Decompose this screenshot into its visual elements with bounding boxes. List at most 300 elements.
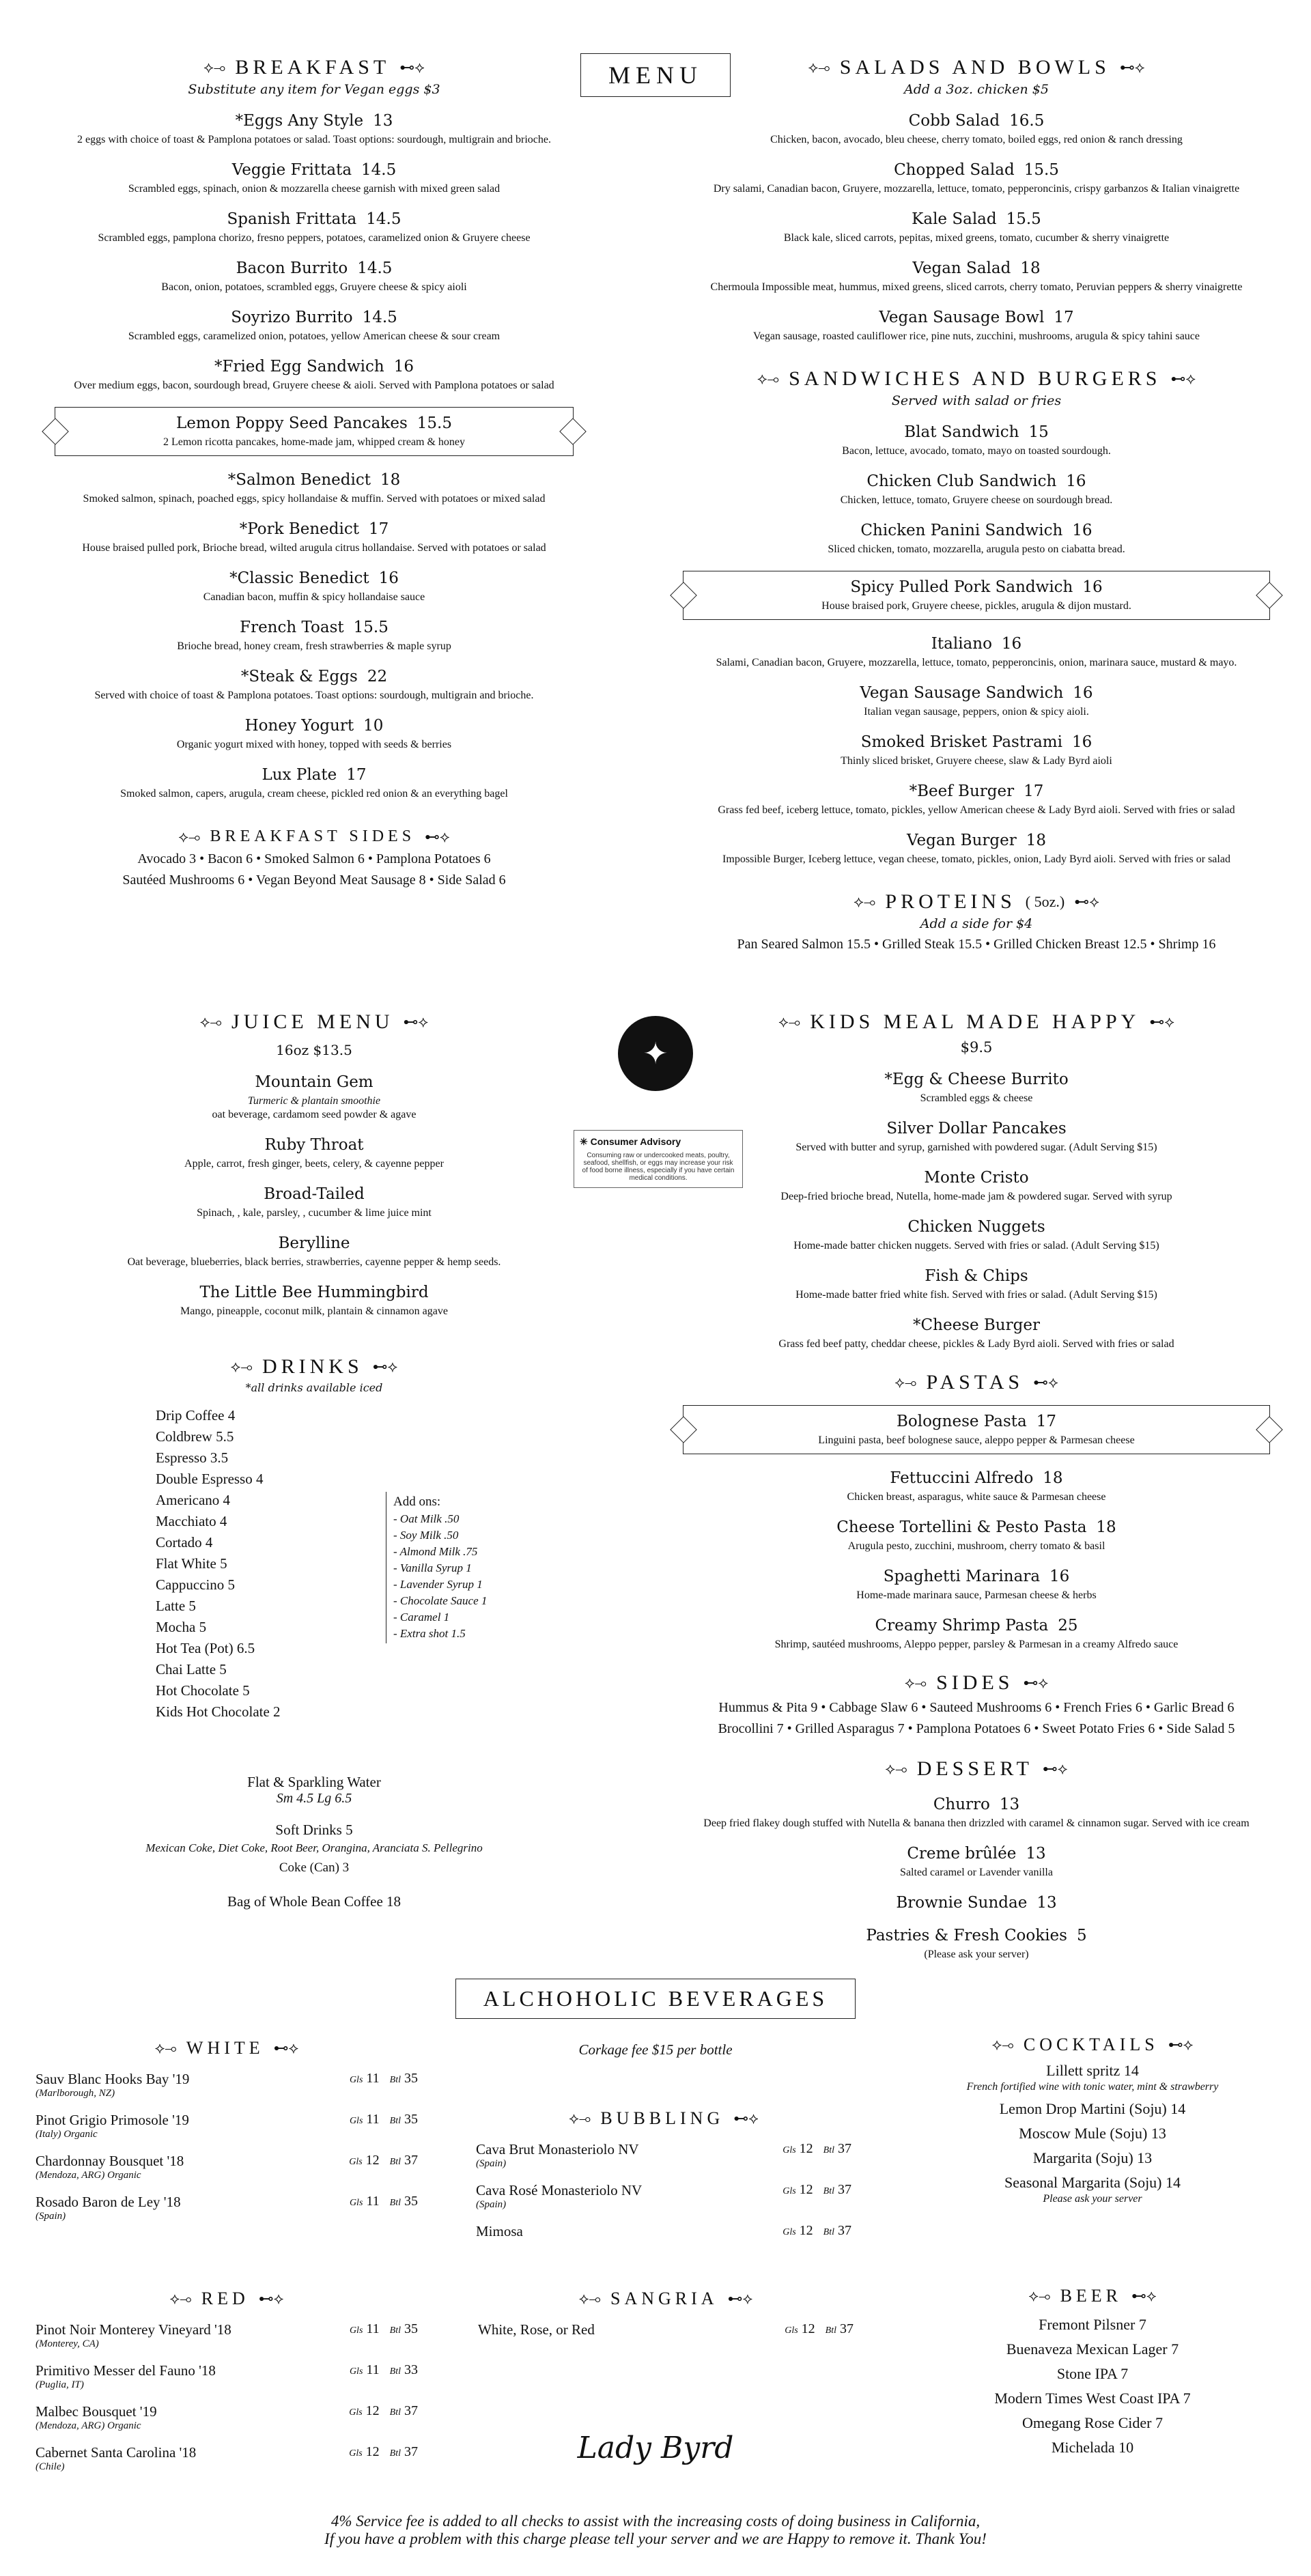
item-name: *Eggs Any Style bbox=[235, 112, 364, 130]
item-name: Spicy Pulled Pork Sandwich bbox=[850, 578, 1073, 596]
soft-name: Soft Drinks 5 bbox=[275, 1822, 353, 1838]
cocktail-item bbox=[908, 2149, 1277, 2167]
wine-price: Gls 12 Btl 37 bbox=[349, 2403, 418, 2418]
wine-price: Gls 12 Btl 37 bbox=[783, 2182, 851, 2197]
item-price: 18 bbox=[1096, 1518, 1116, 1536]
menu-item bbox=[41, 619, 587, 653]
proteins-note: ( 5oz.) bbox=[1025, 893, 1065, 910]
item-name: Fish & Chips bbox=[925, 1267, 1028, 1285]
wine-row bbox=[36, 2321, 418, 2350]
ornament-icon: ⊷⟡ bbox=[425, 827, 450, 845]
menu-item bbox=[669, 1518, 1284, 1553]
item-price: 16.5 bbox=[1009, 112, 1045, 130]
menu-item bbox=[669, 259, 1284, 294]
cocktail-name: Seasonal Margarita (Soju) 14 bbox=[1004, 2174, 1181, 2191]
ornament-icon: ⟡⊸ bbox=[578, 2290, 602, 2307]
advisory-title: ✳ Consumer Advisory bbox=[580, 1136, 681, 1147]
item-name: Spaghetti Marinara bbox=[883, 1568, 1041, 1585]
item-name: Bolognese Pasta bbox=[896, 1413, 1027, 1430]
cocktail-item bbox=[908, 2174, 1277, 2205]
addon-item: - Lavender Syrup 1 bbox=[393, 1578, 483, 1591]
logo-text: Lady Byrd bbox=[577, 2431, 734, 2465]
item-name: Blat Sandwich bbox=[904, 423, 1019, 441]
white-header bbox=[36, 2038, 418, 2058]
juice-item bbox=[55, 1185, 574, 1219]
item-desc: Home-made batter fried white fish. Served with fries or salad. (Adult Serving $15) bbox=[795, 1289, 1157, 1301]
item-price: 18 bbox=[1020, 259, 1041, 277]
ornament-icon: ⊷⟡ bbox=[372, 1358, 398, 1375]
item-name: Lemon Poppy Seed Pancakes bbox=[176, 414, 408, 432]
cocktail-item bbox=[908, 2062, 1277, 2093]
item-desc: Vegan sausage, roasted cauliflower rice, pine nuts, zucchini, mushrooms, arugula & spicy tahini sauce bbox=[752, 330, 1200, 342]
cocktails-title: COCKTAILS bbox=[1023, 2035, 1159, 2054]
drinks-title: DRINKS bbox=[262, 1355, 363, 1378]
red-title: RED bbox=[201, 2289, 249, 2308]
item-name: Creamy Shrimp Pasta bbox=[875, 1617, 1049, 1634]
wine-price: Gls 11 Btl 33 bbox=[349, 2362, 418, 2377]
addons-list bbox=[386, 1492, 530, 1643]
item-desc: 2 eggs with choice of toast & Pamplona potatoes or salad. Toast options: sourdough, multigrain and brioche. bbox=[76, 134, 552, 145]
item-price: 5 bbox=[1076, 1927, 1087, 1944]
item-name: French Toast bbox=[240, 619, 344, 636]
item-price: 16 bbox=[1001, 635, 1022, 653]
drinks-section bbox=[55, 1355, 574, 1394]
item-name: Kale Salad bbox=[912, 210, 997, 228]
pastas-title: PASTAS bbox=[926, 1371, 1024, 1393]
item-price: 25 bbox=[1058, 1617, 1078, 1634]
ornament-icon: ⟡⊸ bbox=[808, 59, 830, 76]
item-name: Fettuccini Alfredo bbox=[890, 1469, 1034, 1487]
drink-item: Kids Hot Chocolate 2 bbox=[156, 1703, 281, 1720]
beer-item: Buenaveza Mexican Lager 7 bbox=[1006, 2340, 1179, 2358]
ornament-icon: ⊷⟡ bbox=[1023, 1674, 1049, 1691]
white-section bbox=[36, 2038, 418, 2222]
juice-item bbox=[55, 1284, 574, 1318]
kids-section bbox=[669, 1010, 1284, 1961]
item-desc: Linguini pasta, beef bolognese sauce, aleppo pepper & Parmesan cheese bbox=[818, 1434, 1135, 1446]
item-name: Silver Dollar Pancakes bbox=[886, 1120, 1067, 1137]
item-desc: Canadian bacon, muffin & spicy hollandaise sauce bbox=[203, 591, 425, 603]
item-name: Mountain Gem bbox=[255, 1073, 373, 1091]
asterisk-icon: ✳ bbox=[580, 1136, 591, 1147]
breakfast-sides-title: BREAKFAST SIDES bbox=[210, 827, 416, 845]
item-name: Spanish Frittata bbox=[227, 210, 357, 228]
item-price: 17 bbox=[369, 520, 389, 538]
menu-item bbox=[669, 832, 1284, 866]
ornament-icon: ⟡⊸ bbox=[757, 370, 780, 387]
cocktail-name: Moscow Mule (Soju) 13 bbox=[1019, 2125, 1166, 2142]
ornament-icon: ⟡⊸ bbox=[178, 827, 201, 845]
item-price: 16 bbox=[1066, 472, 1086, 490]
item-desc: House braised pulled pork, Brioche bread, wilted arugula citrus hollandaise. Served with potatoes or salad bbox=[82, 542, 546, 554]
salads-subtitle: Add a 3oz. chicken $5 bbox=[904, 82, 1049, 97]
red-section bbox=[36, 2289, 418, 2473]
drinks-list bbox=[156, 1403, 361, 1725]
wine-row bbox=[36, 2444, 418, 2473]
item-desc: Over medium eggs, bacon, sourdough bread, Gruyere cheese & aioli. Served with Pamplona potatoes or salad bbox=[74, 380, 554, 391]
sangria-header bbox=[478, 2289, 854, 2309]
item-price: 17 bbox=[1024, 782, 1044, 800]
menu-item bbox=[669, 522, 1284, 556]
wine-row bbox=[476, 2182, 851, 2211]
item-desc: 2 Lemon ricotta pancakes, home-made jam, whipped cream & honey bbox=[163, 436, 466, 448]
ornament-icon: ⊷⟡ bbox=[1170, 370, 1196, 387]
item-desc: Arugula pesto, zucchini, mushroom, cherry tomato & basil bbox=[847, 1540, 1105, 1552]
item-desc: Chicken, lettuce, tomato, Gruyere cheese on sourdough bread. bbox=[840, 494, 1113, 506]
cocktail-name: Lillett spritz 14 bbox=[1046, 2062, 1139, 2079]
wine-origin: (Marlborough, NZ) bbox=[36, 2088, 115, 2099]
sangria-row bbox=[478, 2321, 854, 2338]
ornament-icon: ⟡⊸ bbox=[230, 1358, 253, 1375]
item-desc: Grass fed beef patty, cheddar cheese, pickles & Lady Byrd aioli. Served with fries or salad bbox=[778, 1338, 1174, 1350]
drink-item: Hot Chocolate 5 bbox=[156, 1682, 250, 1699]
item-price: 18 bbox=[1043, 1469, 1063, 1487]
juice-item bbox=[55, 1073, 574, 1121]
addon-item: - Caramel 1 bbox=[393, 1611, 450, 1624]
wine-row bbox=[476, 2223, 851, 2240]
wine-row bbox=[36, 2071, 418, 2099]
breakfast-section bbox=[41, 56, 587, 888]
item-name: Chicken Panini Sandwich bbox=[860, 522, 1063, 539]
item-price: 13 bbox=[373, 112, 393, 130]
alcohol-title: ALCHOHOLIC BEVERAGES bbox=[455, 1979, 856, 2019]
item-desc: Chicken, bacon, avocado, bleu cheese, cherry tomato, boiled eggs, red onion & ranch dressing bbox=[770, 134, 1183, 145]
item-desc: Salted caramel or Lavender vanilla bbox=[900, 1867, 1053, 1878]
drink-item: Macchiato 4 bbox=[156, 1513, 227, 1529]
sides-title: SIDES bbox=[936, 1671, 1014, 1694]
drinks-subtitle: *all drinks available iced bbox=[245, 1381, 383, 1394]
sangria-price: Gls 12 Btl 37 bbox=[785, 2321, 854, 2336]
item-price: 15 bbox=[1028, 423, 1049, 441]
drink-item: Drip Coffee 4 bbox=[156, 1407, 236, 1424]
item-desc: House braised pork, Gruyere cheese, pickles, arugula & dijon mustard. bbox=[821, 600, 1131, 612]
item-price: 18 bbox=[1026, 832, 1046, 849]
wine-price: Gls 12 Btl 37 bbox=[783, 2141, 851, 2156]
ornament-icon: ⊷⟡ bbox=[1033, 1374, 1058, 1391]
menu-item bbox=[41, 471, 587, 505]
wine-origin: (Spain) bbox=[476, 2158, 507, 2169]
wine-name: Cava Rosé Monasteriolo NV bbox=[476, 2182, 643, 2198]
drink-item: Coldbrew 5.5 bbox=[156, 1428, 234, 1445]
drink-item: Flat White 5 bbox=[156, 1555, 227, 1572]
ornament-icon: ⊷⟡ bbox=[733, 2110, 759, 2127]
item-desc: Impossible Burger, Iceberg lettuce, vegan cheese, tomato, pickles, onion, Lady Byrd aioli. Served with fries or salad bbox=[722, 853, 1230, 865]
item-name: Chicken Club Sandwich bbox=[866, 472, 1057, 490]
proteins-line: Pan Seared Salmon 15.5 • Grilled Steak 15.5 • Grilled Chicken Breast 12.5 • Shrimp 16 bbox=[737, 937, 1216, 952]
item-price: 14.5 bbox=[357, 259, 393, 277]
menu-title: MENU bbox=[580, 53, 731, 97]
beer-item: Omegang Rose Cider 7 bbox=[1022, 2414, 1163, 2431]
wine-name: Malbec Bousquet '19 bbox=[36, 2403, 157, 2420]
salads-header bbox=[669, 56, 1284, 79]
menu-item bbox=[669, 782, 1284, 817]
ornament-icon: ⊷⟡ bbox=[258, 2290, 284, 2307]
featured-item-box bbox=[683, 1405, 1270, 1454]
item-desc: Mango, pineapple, coconut milk, plantain & cinnamon agave bbox=[180, 1305, 448, 1317]
item-price: 16 bbox=[1071, 733, 1092, 751]
ornament-icon: ⟡⊸ bbox=[569, 2110, 591, 2127]
beer-item: Michelada 10 bbox=[1051, 2439, 1134, 2456]
item-name: Lux Plate bbox=[262, 766, 337, 784]
advisory-body: Consuming raw or undercooked meats, poultry, seafood, shellfish, or eggs may increase your risk of food borne illness, especially if you have certain medical conditions. bbox=[582, 1152, 735, 1182]
proteins-subtitle: Add a side for $4 bbox=[920, 916, 1033, 931]
item-name: Soyrizo Burrito bbox=[231, 309, 353, 326]
item-desc: Home-made marinara sauce, Parmesan cheese & herbs bbox=[856, 1589, 1097, 1601]
item-desc: Scrambled eggs, caramelized onion, potatoes, yellow American cheese & sour cream bbox=[128, 330, 501, 342]
wine-origin: (Mendoza, ARG) Organic bbox=[36, 2170, 141, 2181]
item-name: *Pork Benedict bbox=[239, 520, 359, 538]
ornament-icon: ⟡⊸ bbox=[778, 1013, 801, 1030]
breakfast-header bbox=[41, 56, 587, 79]
wine-price: Gls 11 Btl 35 bbox=[349, 2112, 418, 2127]
item-name: *Cheese Burger bbox=[913, 1316, 1040, 1334]
menu-item bbox=[669, 1316, 1284, 1350]
menu-item bbox=[669, 733, 1284, 767]
addon-item: - Extra shot 1.5 bbox=[393, 1627, 466, 1640]
ornament-icon: ⟡⊸ bbox=[991, 2036, 1014, 2053]
soft-desc: Mexican Coke, Diet Coke, Root Beer, Orangina, Aranciata S. Pellegrino bbox=[145, 1841, 483, 1854]
wine-price: Gls 11 Btl 35 bbox=[349, 2321, 418, 2336]
item-desc: Scrambled eggs & cheese bbox=[920, 1092, 1033, 1104]
addon-item: - Vanilla Syrup 1 bbox=[393, 1561, 472, 1574]
pastas-header bbox=[669, 1371, 1284, 1394]
item-name: Cheese Tortellini & Pesto Pasta bbox=[836, 1518, 1087, 1536]
drink-item: Americano 4 bbox=[156, 1492, 231, 1508]
water-price: Sm 4.5 Lg 6.5 bbox=[276, 1791, 352, 1806]
addons-title: Add ons: bbox=[393, 1495, 441, 1509]
item-name: Chicken Nuggets bbox=[907, 1218, 1045, 1236]
red-header bbox=[36, 2289, 418, 2309]
item-name: *Fried Egg Sandwich bbox=[214, 358, 384, 376]
item-price: 16 bbox=[393, 358, 414, 376]
drink-item: Hot Tea (Pot) 6.5 bbox=[156, 1640, 255, 1656]
ornament-icon: ⊷⟡ bbox=[1131, 2287, 1157, 2304]
juice-title: JUICE MENU bbox=[231, 1010, 394, 1033]
menu-item bbox=[669, 1796, 1284, 1830]
bubbling-section bbox=[476, 2108, 851, 2240]
footer-line: 4% Service fee is added to all checks to assist with the increasing costs of doing business in California, bbox=[330, 2513, 981, 2530]
menu-item bbox=[669, 1469, 1284, 1503]
drink-item: Chai Latte 5 bbox=[156, 1661, 227, 1678]
item-price: 16 bbox=[1082, 578, 1103, 596]
menu-item bbox=[41, 309, 587, 343]
drink-item: Espresso 3.5 bbox=[156, 1449, 229, 1466]
kids-price: $9.5 bbox=[960, 1039, 993, 1056]
menu-item bbox=[41, 161, 587, 195]
cocktails-header bbox=[908, 2035, 1277, 2055]
breakfast-title: BREAKFAST bbox=[235, 56, 391, 79]
addon-item: - Oat Milk .50 bbox=[393, 1512, 460, 1525]
item-desc: Chermoula Impossible meat, hummus, mixed greens, sliced carrots, cherry tomato, Peruvian peppers & sherry vinaigrette bbox=[710, 281, 1243, 293]
wine-price: Gls 12 Btl 37 bbox=[783, 2223, 851, 2238]
item-price: 13 bbox=[1037, 1894, 1057, 1912]
item-desc: Bacon, onion, potatoes, scrambled eggs, Gruyere cheese & spicy aioli bbox=[161, 281, 467, 293]
white-title: WHITE bbox=[186, 2038, 264, 2058]
menu-item bbox=[41, 668, 587, 702]
item-name: The Little Bee Hummingbird bbox=[199, 1284, 429, 1301]
menu-item bbox=[669, 161, 1284, 195]
drink-item: Double Espresso 4 bbox=[156, 1471, 264, 1487]
menu-item bbox=[669, 309, 1284, 343]
beer-item: Stone IPA 7 bbox=[1056, 2365, 1129, 2382]
ornament-icon: ⊷⟡ bbox=[1168, 2036, 1194, 2053]
wine-row bbox=[36, 2153, 418, 2181]
menu-item bbox=[669, 635, 1284, 669]
item-desc: Oat beverage, blueberries, black berries, strawberries, cayenne pepper & hemp seeds. bbox=[127, 1256, 501, 1268]
drink-item: Cortado 4 bbox=[156, 1534, 213, 1551]
wine-row bbox=[36, 2194, 418, 2222]
menu-item bbox=[669, 472, 1284, 507]
item-desc: Salami, Canadian bacon, Gruyere, mozzarella, lettuce, tomato, pepperoncinis, onion, marinara sauce, mustard & mayo. bbox=[716, 657, 1237, 668]
menu-item bbox=[41, 259, 587, 294]
featured-item-box bbox=[55, 407, 574, 456]
item-name: *Egg & Cheese Burrito bbox=[884, 1071, 1069, 1088]
item-desc: Dry salami, Canadian bacon, Gruyere, mozzarella, lettuce, tomato, pepperoncinis, crispy garbanzos & Italian vinaigrette bbox=[713, 183, 1240, 195]
menu-item bbox=[669, 1218, 1284, 1252]
item-desc: Organic yogurt mixed with honey, topped with seeds & berries bbox=[176, 739, 452, 750]
ornament-icon: ⊷⟡ bbox=[399, 59, 425, 76]
cocktail-desc: French fortified wine with tonic water, mint & strawberry bbox=[966, 2081, 1219, 2093]
menu-item bbox=[41, 210, 587, 244]
ornament-icon: ⟡⊸ bbox=[169, 2290, 192, 2307]
item-price: 10 bbox=[363, 717, 384, 735]
item-desc: Shrimp, sautéed mushrooms, Aleppo pepper, parsley & Parmesan in a creamy Alfredo sauce bbox=[774, 1639, 1179, 1650]
menu-item bbox=[669, 1617, 1284, 1651]
wine-name: Mimosa bbox=[476, 2223, 523, 2239]
sandwiches-subtitle: Served with salad or fries bbox=[891, 393, 1062, 408]
item-desc: Home-made batter chicken nuggets. Served with fries or salad. (Adult Serving $15) bbox=[793, 1240, 1159, 1251]
item-desc: Sliced chicken, tomato, mozzarella, arugula pesto on ciabatta bread. bbox=[828, 543, 1125, 555]
hummingbird-logo-icon: ✦ bbox=[618, 1016, 693, 1091]
water-name: Flat & Sparkling Water bbox=[247, 1774, 381, 1790]
item-price: 15.5 bbox=[353, 619, 389, 636]
proteins-header bbox=[669, 890, 1284, 914]
wine-name: Pinot Grigio Primosole '19 bbox=[36, 2112, 189, 2128]
beer-item: Modern Times West Coast IPA 7 bbox=[994, 2390, 1191, 2407]
item-desc: Chicken breast, asparagus, white sauce & Parmesan cheese bbox=[847, 1491, 1106, 1503]
item-desc: Thinly sliced brisket, Gruyere cheese, slaw & Lady Byrd aioli bbox=[841, 755, 1112, 767]
item-desc: Italian vegan sausage, peppers, onion & spicy aioli. bbox=[864, 706, 1089, 718]
dessert-title: DESSERT bbox=[916, 1757, 1033, 1780]
item-name: Vegan Sausage Bowl bbox=[879, 309, 1045, 326]
beer-header bbox=[908, 2286, 1277, 2306]
item-name: Smoked Brisket Pastrami bbox=[860, 733, 1062, 751]
item-name: Monte Cristo bbox=[924, 1169, 1029, 1187]
sandwiches-title: SANDWICHES AND BURGERS bbox=[789, 367, 1161, 390]
juice-header bbox=[55, 1010, 574, 1034]
item-name: *Classic Benedict bbox=[229, 569, 369, 587]
item-desc: Scrambled eggs, spinach, onion & mozzarella cheese garnish with mixed green salad bbox=[128, 183, 501, 195]
menu-item bbox=[669, 210, 1284, 244]
menu-item bbox=[41, 569, 587, 604]
item-name: Creme brûlée bbox=[907, 1845, 1017, 1863]
ornament-icon: ⟡⊸ bbox=[854, 893, 876, 910]
drinks-extra bbox=[55, 1774, 574, 1910]
item-name: Ruby Throat bbox=[264, 1136, 364, 1154]
item-desc: Deep-fried brioche bread, Nutella, home-made jam & powdered sugar. Served with syrup bbox=[780, 1191, 1172, 1202]
bubbling-title: BUBBLING bbox=[600, 2108, 724, 2128]
addon-item: - Chocolate Sauce 1 bbox=[393, 1594, 488, 1607]
item-desc: Bacon, lettuce, avocado, tomato, mayo on toasted sourdough. bbox=[842, 445, 1111, 457]
juice-item bbox=[55, 1136, 574, 1170]
drink-item: Mocha 5 bbox=[156, 1619, 207, 1635]
coke-can: Coke (Can) 3 bbox=[279, 1860, 350, 1875]
item-price: 14.5 bbox=[362, 309, 397, 326]
addon-item: - Soy Milk .50 bbox=[393, 1529, 459, 1542]
juice-item bbox=[55, 1234, 574, 1269]
sangria-name: White, Rose, or Red bbox=[478, 2321, 595, 2338]
item-desc: Brioche bread, honey cream, fresh strawberries & maple syrup bbox=[177, 640, 451, 652]
item-price: 13 bbox=[1026, 1845, 1046, 1863]
bean-coffee: Bag of Whole Bean Coffee 18 bbox=[227, 1893, 401, 1910]
cocktail-desc: Please ask your server bbox=[1043, 2193, 1142, 2205]
ornament-icon: ⟡⊸ bbox=[885, 1760, 907, 1777]
item-price: 15.5 bbox=[1006, 210, 1041, 228]
featured-item-box bbox=[683, 571, 1270, 620]
item-desc: Smoked salmon, capers, arugula, cream cheese, pickled red onion & an everything bagel bbox=[120, 788, 508, 799]
item-name: *Steak & Eggs bbox=[240, 668, 358, 685]
wine-row bbox=[36, 2403, 418, 2432]
item-desc: Scrambled eggs, pamplona chorizo, fresno peppers, potatoes, caramelized onion & Gruyere cheese bbox=[98, 232, 531, 244]
item-price: 16 bbox=[378, 569, 399, 587]
item-desc: (Please ask your server) bbox=[924, 1949, 1029, 1960]
item-price: 13 bbox=[999, 1796, 1020, 1813]
menu-item bbox=[669, 1927, 1284, 1961]
cocktail-name: Lemon Drop Martini (Soju) 14 bbox=[999, 2100, 1186, 2117]
item-desc: Grass fed beef, iceberg lettuce, tomato, pickles, yellow American cheese & Lady Byrd aioli. Served with fries or salad bbox=[718, 804, 1235, 816]
ornament-icon: ⟡⊸ bbox=[199, 1013, 223, 1030]
wine-price: Gls 12 Btl 37 bbox=[349, 2153, 418, 2168]
menu-item bbox=[41, 717, 587, 751]
wine-name: Chardonnay Bousquet '18 bbox=[36, 2153, 184, 2169]
item-name: Italiano bbox=[931, 635, 992, 653]
wine-name: Primitivo Messer del Fauno '18 bbox=[36, 2362, 216, 2379]
wine-origin: (Mendoza, ARG) Organic bbox=[36, 2420, 141, 2431]
wine-price: Gls 11 Btl 35 bbox=[349, 2071, 418, 2086]
kids-header bbox=[669, 1010, 1284, 1034]
item-price: 16 bbox=[1049, 1568, 1070, 1585]
item-desc: Black kale, sliced carrots, pepitas, mixed greens, tomato, cucumber & sherry vinaigrette bbox=[783, 232, 1170, 244]
item-name: *Salmon Benedict bbox=[227, 471, 371, 489]
breakfast-sides-line: Avocado 3 • Bacon 6 • Smoked Salmon 6 • Pamplona Potatoes 6 bbox=[137, 851, 491, 866]
breakfast-sides-line: Sautéed Mushrooms 6 • Vegan Beyond Meat Sausage 8 • Side Salad 6 bbox=[122, 873, 506, 888]
menu-item bbox=[41, 112, 587, 146]
wine-origin: (Puglia, IT) bbox=[36, 2379, 84, 2390]
sides-line: Brocollini 7 • Grilled Asparagus 7 • Pamplona Potatoes 6 • Sweet Potato Fries 6 • Side Salad 5 bbox=[718, 1721, 1235, 1736]
drink-item: Latte 5 bbox=[156, 1598, 196, 1614]
juice-price: 16oz $13.5 bbox=[276, 1042, 352, 1058]
kids-title: KIDS MEAL MADE HAPPY bbox=[810, 1010, 1140, 1033]
item-name: Berylline bbox=[278, 1234, 350, 1252]
ornament-icon: ⟡⊸ bbox=[904, 1674, 927, 1691]
ornament-icon: ⊷⟡ bbox=[273, 2039, 299, 2056]
ornament-icon: ⊷⟡ bbox=[1119, 59, 1145, 76]
item-price: 17 bbox=[1054, 309, 1074, 326]
menu-item bbox=[669, 112, 1284, 146]
item-price: 17 bbox=[1036, 1413, 1057, 1430]
item-name: Brownie Sundae bbox=[896, 1894, 1028, 1912]
item-name: Honey Yogurt bbox=[244, 717, 354, 735]
footer-line: If you have a problem with this charge please tell your server and we are Happy to remove it. Thank You! bbox=[324, 2530, 987, 2547]
sangria-section bbox=[478, 2289, 854, 2338]
menu-item bbox=[41, 766, 587, 800]
item-desc: oat beverage, cardamom seed powder & agave bbox=[212, 1109, 417, 1120]
dessert-header bbox=[669, 1757, 1284, 1781]
beer-item: Fremont Pilsner 7 bbox=[1039, 2316, 1146, 2333]
ornament-icon: ⟡⊸ bbox=[154, 2039, 177, 2056]
item-name: Cobb Salad bbox=[908, 112, 1000, 130]
wine-origin: (Monterey, CA) bbox=[36, 2338, 99, 2349]
